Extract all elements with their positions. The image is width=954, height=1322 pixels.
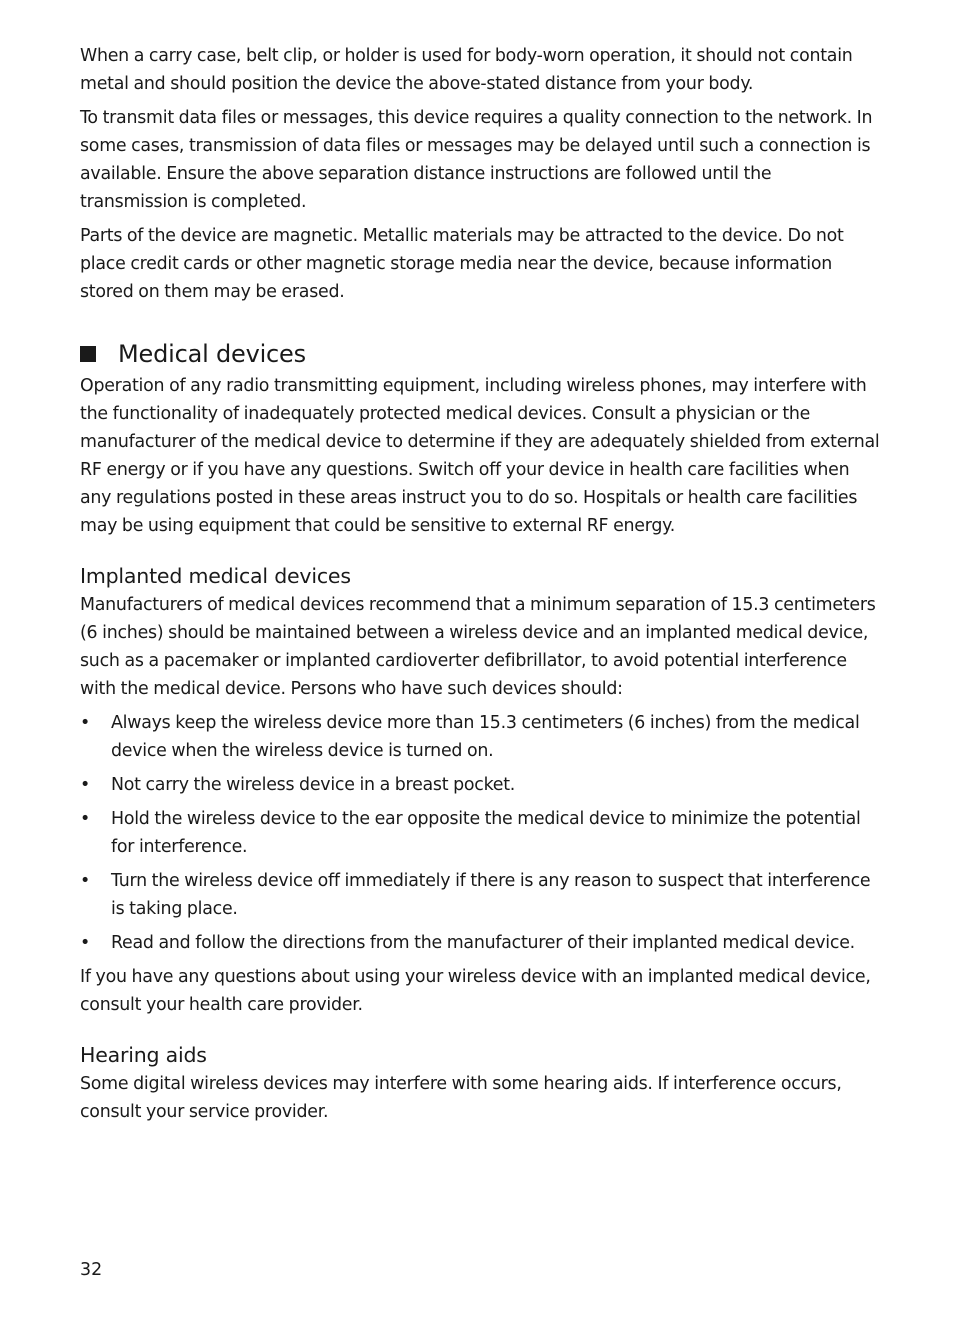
list-item xyxy=(80,929,880,957)
intro-paragraph-data-transmission: To transmit data files or messages, this device requires a quality connection to the network. In some cases, transmission of data files or messages may be delayed until such a connection is available. Ensure the above separation distance instructions are followed until the transmission is completed. xyxy=(80,108,873,212)
list-item-text: Not carry the wireless device in a breast pocket. xyxy=(111,775,516,795)
list-item xyxy=(80,805,880,861)
hearing-aids-title: Hearing aids xyxy=(80,1043,207,1067)
bullet-icon: • xyxy=(80,713,91,733)
bullet-icon: • xyxy=(80,809,91,829)
intro-paragraph-magnetic: Parts of the device are magnetic. Metallic materials may be attracted to the device. Do not place credit cards or other magnetic storage media near the device, because information stored on them may be erased. xyxy=(80,226,844,302)
bullet-icon: • xyxy=(80,933,91,953)
implanted-devices-closing: If you have any questions about using your wireless device with an implanted medical device, consult your health care provider. xyxy=(80,967,871,1015)
page-number: 32 xyxy=(80,1260,103,1280)
hearing-aids-body: Some digital wireless devices may interfere with some hearing aids. If interference occurs, consult your service provider. xyxy=(80,1074,842,1122)
implanted-devices-body: Manufacturers of medical devices recommend that a minimum separation of 15.3 centimeters (6 inches) should be maintained between a wireless device and an implanted medical device, such as a pacemaker or implanted cardioverter defibrillator, to avoid potential interference with the medical device. Persons who have such devices should: xyxy=(80,595,876,699)
medical-devices-title: Medical devices xyxy=(118,340,306,368)
list-item xyxy=(80,771,880,799)
page-content xyxy=(80,42,880,1132)
list-item-text: Read and follow the directions from the manufacturer of their implanted medical device. xyxy=(111,933,855,953)
medical-devices-heading xyxy=(80,338,880,370)
list-item-text: Always keep the wireless device more than 15.3 centimeters (6 inches) from the medical device when the wireless device is turned on. xyxy=(111,713,860,761)
medical-devices-body: Operation of any radio transmitting equipment, including wireless phones, may interfere with the functionality of inadequately protected medical devices. Consult a physician or the manufacturer of the medical device to determine if they are adequately shielded from external RF energy or if you have any questions. Switch off your device in health care facilities when any regulations posted in these areas instruct you to do so. Hospitals or health care facilities may be using equipment that could be sensitive to external RF energy. xyxy=(80,376,880,536)
bullet-icon: • xyxy=(80,775,91,795)
implanted-devices-bullet-list xyxy=(80,709,880,957)
list-item-text: Hold the wireless device to the ear opposite the medical device to minimize the potential for interference. xyxy=(111,809,861,857)
list-item xyxy=(80,867,880,923)
intro-paragraph-carry-case: When a carry case, belt clip, or holder is used for body-worn operation, it should not contain metal and should position the device the above-stated distance from your body. xyxy=(80,46,853,94)
bullet-icon: • xyxy=(80,871,91,891)
list-item xyxy=(80,709,880,765)
implanted-devices-title: Implanted medical devices xyxy=(80,564,351,588)
list-item-text: Turn the wireless device off immediately if there is any reason to suspect that interference is taking place. xyxy=(111,871,871,919)
section-square-icon xyxy=(80,346,96,362)
